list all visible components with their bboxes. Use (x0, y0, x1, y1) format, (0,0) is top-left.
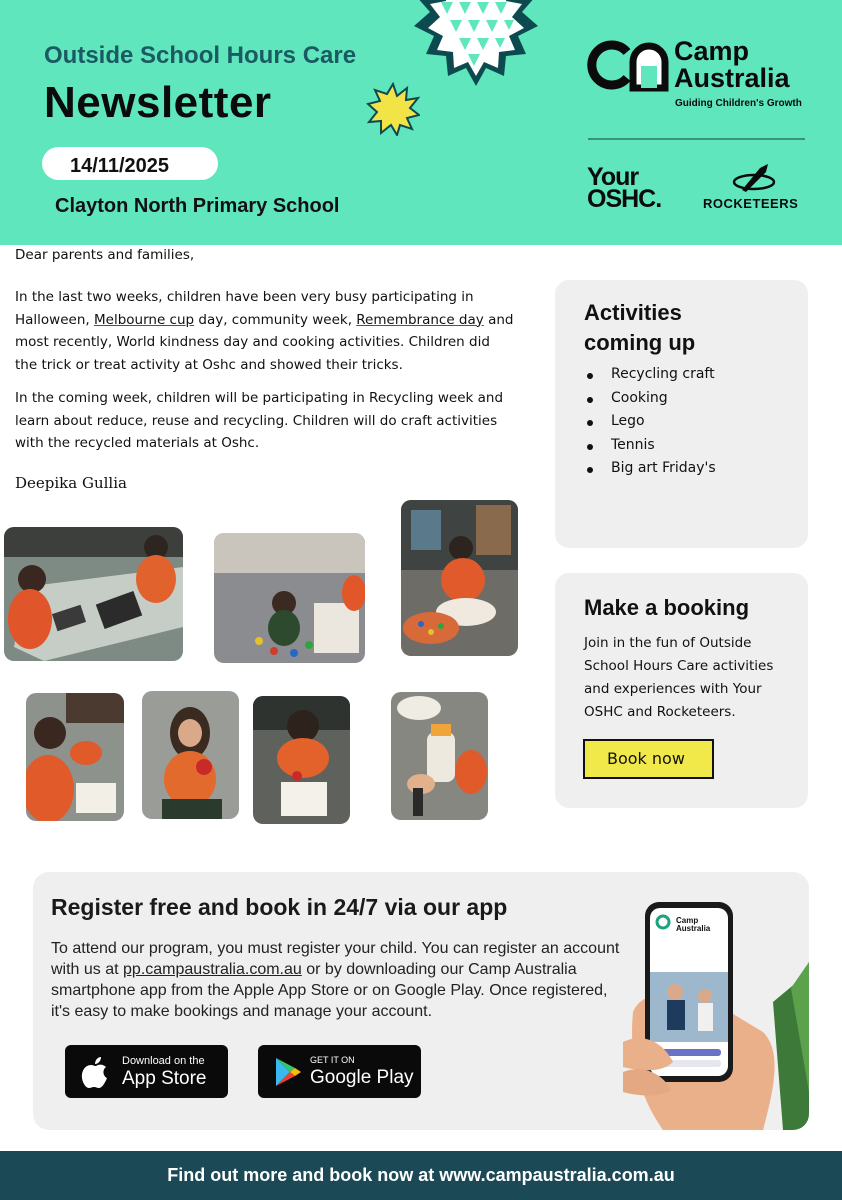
letter-paragraph-1: In the last two weeks, children have been very busy participating in Halloween, Melbourne cup day, community week, Remembrance day and most recently, World kindness day and cooking activities. Children did the trick or treat activity at Oshc and showed their tricks. (15, 289, 514, 373)
list-item: Cooking (585, 390, 716, 414)
newsletter-header (0, 0, 842, 245)
phone-in-hand-illustration (623, 892, 809, 1130)
register-description: To attend our program, you must register your child. You can register an account with us at pp.campaustralia.com.au or by downloading our Camp Australia smartphone app from the Apple App Store or on Google Play. Once registered, it's easy to make bookings and manage your account. (51, 940, 620, 1020)
sun-decoration (366, 82, 420, 136)
list-item: Big art Friday's (585, 460, 716, 484)
activities-list (585, 366, 716, 484)
letter-paragraph-2: In the coming week, children will be participating in Recycling week and learn about reduce, reuse and recycling. Children will do craft activities with the recycled materials at Oshc. (15, 390, 504, 451)
activities-card (555, 280, 808, 548)
app-store-button[interactable]: Download on the App Store (65, 1045, 228, 1098)
signature: Deepika Gullia (15, 474, 127, 492)
booking-description: Join in the fun of Outside School Hours Care activities and experiences with Your OSHC and Rocketeers. (584, 635, 774, 720)
book-now-button[interactable]: Book now (583, 739, 714, 779)
school-name: Clayton North Primary School (55, 195, 340, 217)
google-play-icon (274, 1057, 302, 1087)
newsletter-title: Newsletter (44, 78, 272, 127)
brand-name: Camp Australia (674, 36, 790, 93)
newsletter-subtitle: Outside School Hours Care (44, 42, 357, 69)
register-section (33, 872, 809, 1130)
apple-icon (81, 1055, 111, 1089)
phone-brand-text: Camp Australia (676, 916, 711, 933)
list-item: Recycling craft (585, 366, 716, 390)
booking-title: Make a booking (584, 595, 750, 620)
your-oshc-logo: Your OSHC. (587, 163, 662, 213)
list-item: Tennis (585, 437, 716, 461)
footer-banner[interactable]: Find out more and book now at www.campaustralia.com.au (0, 1151, 842, 1200)
camp-australia-logo-icon (585, 38, 669, 92)
header-divider (588, 138, 805, 140)
rocket-icon (730, 162, 778, 194)
photo-classroom-table (4, 527, 183, 661)
photo-beading (401, 500, 518, 656)
google-play-button[interactable]: GET IT ON Google Play (258, 1045, 421, 1098)
campaustralia-link[interactable]: pp.campaustralia.com.au (123, 961, 302, 978)
rocketeers-logo: ROCKETEERS (703, 196, 799, 211)
photo-girl-lego (142, 691, 239, 819)
booking-card (555, 573, 808, 808)
photo-recycled-bottle (391, 692, 488, 820)
list-item: Lego (585, 413, 716, 437)
photo-girl-drawing (253, 696, 350, 824)
brand-tagline: Guiding Children's Growth (675, 98, 802, 109)
register-title: Register free and book in 24/7 via our app (51, 894, 508, 920)
letter-greeting: Dear parents and families, (15, 247, 195, 263)
activities-title: Activities coming up (584, 300, 696, 355)
photo-craft-girl (26, 693, 124, 821)
newsletter-date: 14/11/2025 (42, 147, 218, 180)
photo-lego-floor (214, 533, 365, 663)
starburst-decoration (400, 0, 552, 88)
